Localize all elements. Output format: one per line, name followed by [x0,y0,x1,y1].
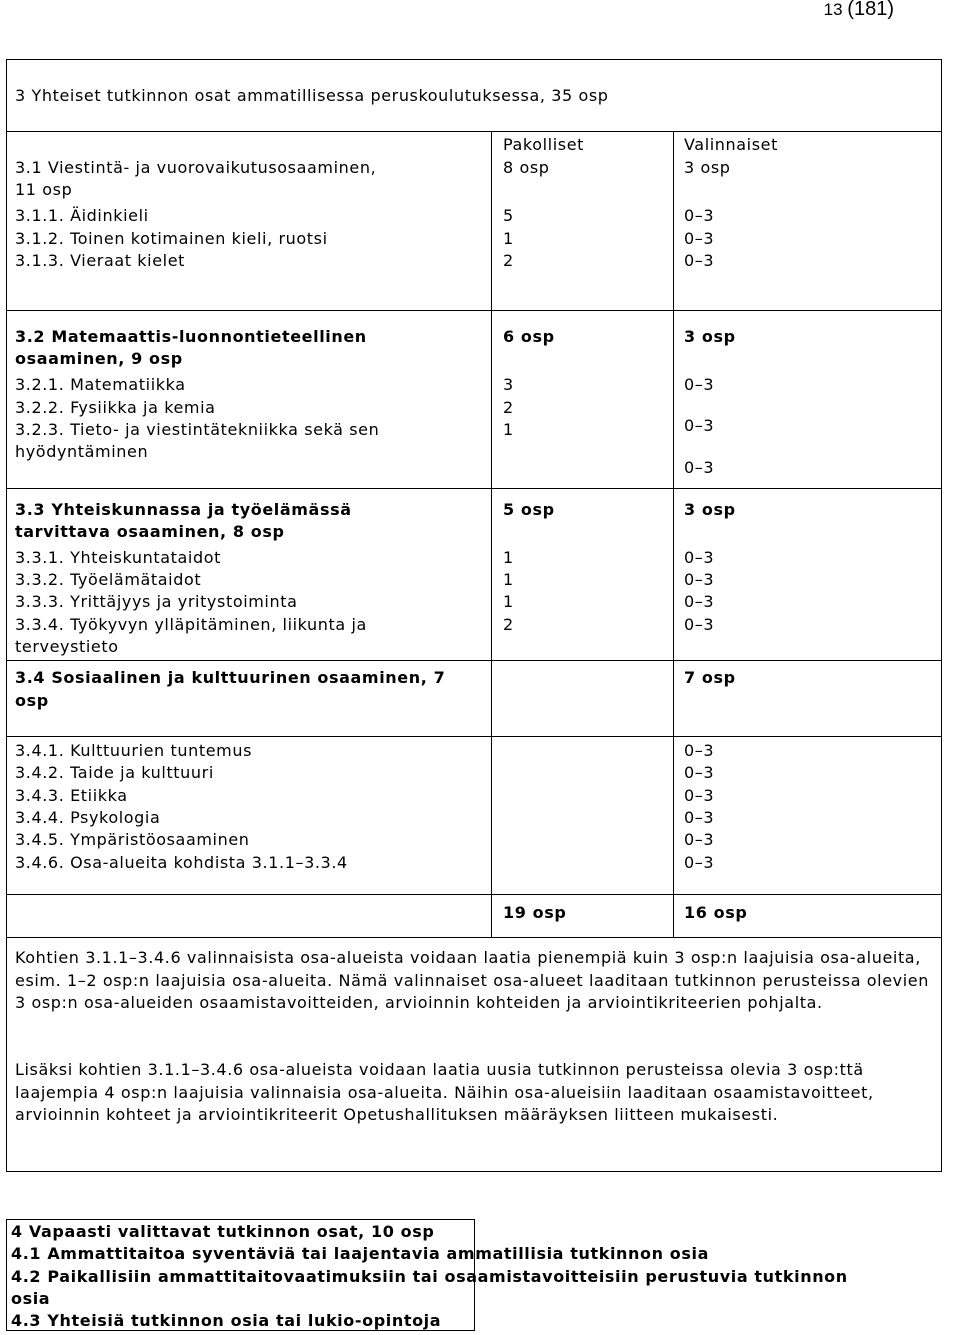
pakolliset-value: 1 [503,570,514,589]
table-divider [7,736,941,737]
pakolliset-value: 2 [503,615,514,634]
list-item: 3.2.3. Tieto- ja viestintätekniikka sekä sen [15,420,380,439]
header-pakolliset: Pakolliset [503,135,585,154]
list-item: 3.4.1. Kulttuurien tuntemus [15,741,253,760]
pakolliset-value: 1 [503,592,514,611]
section-4-item: 4.2 Paikallisiin ammattitaitovaatimuksiin tai osaamistavoitteisiin perustuvia tutkinnon [11,1267,848,1286]
pakolliset-value: 1 [503,420,514,439]
list-item: terveystieto [15,637,119,656]
section-4-item: 4.3 Yhteisiä tutkinnon osia tai lukio-opintoja [11,1311,442,1330]
total-pakolliset: 19 osp [503,903,567,922]
section-4-box [6,1219,848,1331]
valinnaiset-value: 0–3 [684,830,715,849]
page-number-total: (181) [847,0,894,20]
section-3-1-title: 11 osp [15,180,73,199]
section-3-3-title: 3.3 Yhteiskunnassa ja työelämässä [15,500,352,519]
column-divider [673,131,674,937]
valinnaiset-value: 0–3 [684,741,715,760]
section-3-1-valinnaiset: 3 osp [684,158,731,177]
valinnaiset-value: 0–3 [684,548,715,567]
column-divider [491,131,492,937]
valinnaiset-value: 0–3 [684,229,715,248]
section-4-item: 4.1 Ammattitaitoa syventäviä tai laajentavia ammatillisia tutkinnon osia [11,1244,709,1263]
list-item: 3.1.1. Äidinkieli [15,206,149,225]
list-item: 3.3.1. Yhteiskuntataidot [15,548,221,567]
list-item: 3.2.2. Fysiikka ja kemia [15,398,216,417]
section-3-3-pakolliset: 5 osp [503,500,555,519]
table-divider [7,488,941,489]
table-divider [7,660,941,661]
section-3-2-valinnaiset: 3 osp [684,327,736,346]
pakolliset-value: 5 [503,206,514,225]
valinnaiset-value: 0–3 [684,570,715,589]
valinnaiset-value: 0–3 [684,763,715,782]
list-item: 3.4.3. Etiikka [15,786,128,805]
section-3-4-title: 3.4 Sosiaalinen ja kulttuurinen osaaminen, 7 [15,668,446,687]
pakolliset-value: 3 [503,375,514,394]
list-item: 3.4.5. Ympäristöosaaminen [15,830,250,849]
list-item: 3.4.4. Psykologia [15,808,161,827]
valinnaiset-value: 0–3 [684,786,715,805]
section-3-2-title: osaaminen, 9 osp [15,349,183,368]
section-3-2-title: 3.2 Matemaattis-luonnontieteellinen [15,327,367,346]
valinnaiset-value: 0–3 [684,206,715,225]
list-item: 3.2.1. Matematiikka [15,375,186,394]
note-paragraph: Lisäksi kohtien 3.1.1–3.4.6 osa-alueista voidaan laatia uusia tutkinnon perusteissa olevia 3 osp:ttä laajempia 4 osp:n laajuisia valinnaisia osa-alueita. Näihin osa-alueisiin laaditaan osaamistavoitteet, arvioinnin kohteet ja arviointikriteerit Opetushallituksen määräyksen liitteen mukaisesti. [15,1060,874,1124]
table-divider [7,131,941,132]
pakolliset-value: 2 [503,398,514,417]
table-divider [7,894,941,895]
list-item: 3.3.4. Työkyvyn ylläpitäminen, liikunta ja [15,615,367,634]
valinnaiset-value: 0–3 [684,853,715,872]
section-3-2-pakolliset: 6 osp [503,327,555,346]
list-item: hyödyntäminen [15,442,149,461]
list-item: 3.1.2. Toinen kotimainen kieli, ruotsi [15,229,328,248]
valinnaiset-value: 0–3 [684,808,715,827]
section-3-1-pakolliset: 8 osp [503,158,550,177]
section-3-3-title: tarvittava osaaminen, 8 osp [15,522,285,541]
list-item: 3.4.6. Osa-alueita kohdista 3.1.1–3.3.4 [15,853,348,872]
list-item: 3.3.3. Yrittäjyys ja yritystoiminta [15,592,298,611]
valinnaiset-value: 0–3 [684,251,715,270]
valinnaiset-value: 0–3 [684,375,715,394]
valinnaiset-value: 0–3 [684,458,715,477]
total-valinnaiset: 16 osp [684,903,748,922]
section-3-4-valinnaiset: 7 osp [684,668,736,687]
requirements-table [6,59,942,1172]
header-valinnaiset: Valinnaiset [684,135,778,154]
table-divider [7,937,941,938]
page-number [824,0,894,21]
section-4-item: osia [11,1289,51,1308]
table-divider [7,310,941,311]
section-4-title: 4 Vapaasti valittavat tutkinnon osat, 10 osp [11,1222,435,1241]
valinnaiset-value: 0–3 [684,416,715,435]
pakolliset-value: 1 [503,548,514,567]
section-3-1-title: 3.1 Viestintä- ja vuorovaikutusosaaminen, [15,158,377,177]
section-3-3-valinnaiset: 3 osp [684,500,736,519]
table-title: 3 Yhteiset tutkinnon osat ammatillisessa peruskoulutuksessa, 35 osp [15,86,609,105]
pakolliset-value: 1 [503,229,514,248]
list-item: 3.1.3. Vieraat kielet [15,251,186,270]
note-paragraph: Kohtien 3.1.1–3.4.6 valinnaisista osa-alueista voidaan laatia pienempiä kuin 3 osp:n laajuisia osa-alueita, esim. 1–2 osp:n laajuisia osa-alueita. Nämä valinnaiset osa-alueet laaditaan tutkinnon perusteissa olevien 3 osp:n osa-alueiden osaamistavoitteiden, arvioinnin kohteiden ja arviointikriteerien pohjalta. [15,948,929,1012]
pakolliset-value: 2 [503,251,514,270]
list-item: 3.4.2. Taide ja kulttuuri [15,763,214,782]
section-3-4-title: osp [15,691,49,710]
page-number-main: 13 [823,0,843,19]
valinnaiset-value: 0–3 [684,592,715,611]
list-item: 3.3.2. Työelämätaidot [15,570,202,589]
valinnaiset-value: 0–3 [684,615,715,634]
